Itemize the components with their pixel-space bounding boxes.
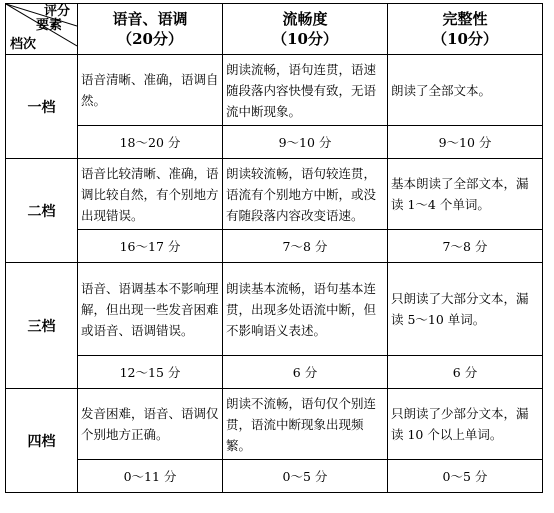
table-row [6,159,543,230]
score-cell: 0～5 分 [388,460,543,493]
score-row [6,460,543,493]
criteria-text: 发音困难，语音、语调仅个别地方正确。 [78,389,223,460]
header-row [6,4,543,55]
criteria-text: 朗读了全部文本。 [388,55,543,126]
score-cell: 12～15 分 [78,356,223,389]
level-label: 三档 [6,263,78,389]
column-header-completeness [388,4,543,55]
column-title: 流畅度 [282,10,328,28]
criteria-text: 朗读基本流畅，语句基本连贯，出现多处语流中断，但不影响语义表述。 [223,263,388,356]
column-points: （20分） [117,30,183,48]
criteria-text: 语音、语调基本不影响理解，但出现一些发音困难或语音、语调错误。 [78,263,223,356]
score-cell: 9～10 分 [388,126,543,159]
score-cell: 16～17 分 [78,230,223,263]
score-cell: 6 分 [223,356,388,389]
criteria-text: 基本朗读了全部文本，漏读 1～4 个单词。 [388,159,543,230]
criteria-text: 语音清晰、准确，语调自然。 [78,55,223,126]
score-row [6,230,543,263]
criteria-text: 朗读流畅，语句连贯，语速随段落内容快慢有致，无语流中断现象。 [223,55,388,126]
column-points: （10分） [272,30,338,48]
criteria-text: 朗读不流畅，语句仅个别连贯，语流中断现象出现频繁。 [223,389,388,460]
score-cell: 0～5 分 [223,460,388,493]
criteria-text: 只朗读了大部分文本，漏读 5～10 单词。 [388,263,543,356]
score-cell: 0～11 分 [78,460,223,493]
level-label: 四档 [6,389,78,493]
corner-label-mid: 要素 [36,18,63,33]
score-cell: 9～10 分 [223,126,388,159]
level-label: 二档 [6,159,78,263]
column-title: 完整性 [442,10,488,28]
column-header-fluency [223,4,388,55]
score-row [6,356,543,389]
score-cell: 7～8 分 [388,230,543,263]
corner-header-cell [6,4,78,55]
column-title: 语音、语调 [112,10,188,28]
level-label: 一档 [6,55,78,159]
score-row [6,126,543,159]
score-cell: 7～8 分 [223,230,388,263]
criteria-text: 只朗读了少部分文本，漏读 10 个以上单词。 [388,389,543,460]
score-cell: 6 分 [388,356,543,389]
column-header-pronunciation [78,4,223,55]
table-row [6,55,543,126]
score-cell: 18～20 分 [78,126,223,159]
column-points: （10分） [432,30,498,48]
scoring-rubric-table [5,3,543,493]
corner-label-bottom: 档次 [10,37,37,52]
table-row [6,263,543,356]
criteria-text: 语音比较清晰、准确，语调比较自然，有个别地方出现错误。 [78,159,223,230]
criteria-text: 朗读较流畅，语句较连贯，语流有个别地方中断，或没有随段落内容改变语速。 [223,159,388,230]
table-row [6,389,543,460]
corner-label-top: 评分 [44,4,71,19]
